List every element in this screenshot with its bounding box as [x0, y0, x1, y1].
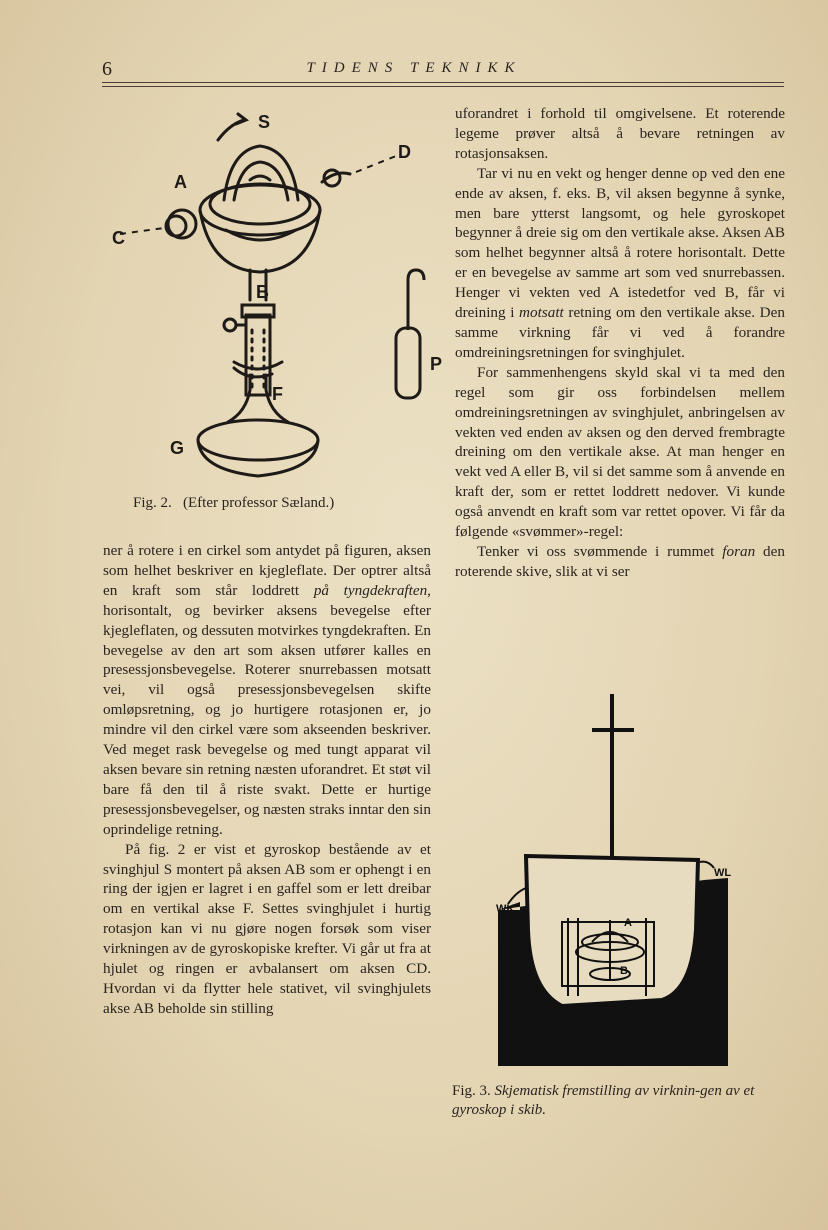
header-rule-double — [102, 86, 784, 87]
figure-2-label-p: P — [430, 354, 443, 374]
running-title: TIDENS TEKNIKK — [306, 60, 522, 76]
figure-2-caption: Fig. 2. (Efter professor Sæland.) — [133, 495, 335, 511]
right-paragraph-2: Tar vi nu en vekt og henger denne op ved den ene ende av aksen, f. eks. B, vil aksen begynne å synke, men bare ytterst langsomt, og hele gyroskopet begynner å dreie sig om den vertikale akse. Aksen AB som helhet begynner altså å rotere horisontalt. Dette er en bevegelse av samme art som ved snurrebassen. Henger vi vekten ved A istedetfor ved B, får vi dreining i motsatt retning om den vertikale akse. Den samme virkning får vi ved å forandre omdreiningsretningen for svinghjulet. — [455, 164, 785, 361]
figure-3-caption-text: Skjematisk fremstilling av virknin-gen av et gyroskop i skib. — [452, 1083, 755, 1118]
figure-3-label-wk: WK — [496, 903, 515, 915]
page-number: 6 — [102, 58, 112, 80]
figure-2-gyroscope-illustration — [100, 100, 443, 490]
figure-2-label-c: C — [112, 228, 125, 248]
figure-2-label-d: D — [398, 142, 411, 162]
header-rule — [102, 82, 784, 83]
figure-2-label-g: G — [170, 438, 185, 458]
figure-3-label-wl: WL — [714, 867, 732, 879]
right-paragraph-1: uforandret i forhold til omgivelsene. Et roterende legeme prøver altså å bevare retningen av rotasjonsaksen. — [455, 105, 785, 162]
figure-2-label-b: B — [256, 282, 269, 302]
left-column — [103, 541, 431, 1019]
figure-3-label-a: A — [624, 917, 632, 929]
figure-3-caption-prefix: Fig. 3. — [452, 1083, 491, 1099]
figure-2-label-a: A — [174, 172, 187, 192]
left-paragraph-2: På fig. 2 er vist et gyroskop bestående av et svinghjul S montert på aksen AB som er ophengt i en ring der igjen er lagret i en gaffel som er lett dreibar om en vertikal akse F. Settes svinghjulet i hurtig rotasjon kan vi nu gjøre nogen forsøk som viser virkningen av de gyroskopiske krefter. Vi går ut fra at hjulet og ringen er avbalansert om aksen CD. Hvordan vi da flytter hele stativet, vil svinghjulets akse AB beholde sin stilling — [103, 840, 431, 1017]
figure-2-label-s: S — [258, 112, 271, 132]
right-column — [455, 104, 785, 582]
figure-3-ship-gyroscope-diagram — [492, 690, 732, 1066]
figure-3-caption — [452, 1082, 792, 1120]
left-paragraph-1: ner å rotere i en cirkel som antydet på figuren, aksen som helhet beskriver en kjegleflate. Der optrer altså en kraft som står loddrett på tyngdekraften, horisontalt, og bevirker aksens bevegelse efter kjegleflaten, og dessuten motvirkes tyngdekraften. En bevegelse av den art som aksen utfører kalles en presessjonsbevegelse. Roterer snurrebassen motsatt vei, vil også presessjonsbevegelsen skifte omløpsretning, og jo hurtigere rotasjonen er, jo mindre vil den cirkel være som akseenden beskriver. Ved meget rask bevegelse og med tungt apparat vil aksen bevare sin retning næsten uforandret. Et støt vil bare få den til å riste svakt. Dette er hurtige presessjonsbevegelser, og næsten straks inntar den sin oprindelige retning. — [103, 542, 431, 838]
figure-2-label-f: F — [272, 384, 283, 404]
figure-3-label-b: B — [620, 965, 628, 977]
right-paragraph-4: Tenker vi oss svømmende i rummet foran den roterende skive, slik at vi ser — [455, 542, 785, 580]
right-paragraph-3: For sammenhengens skyld skal vi ta med den regel som gir oss forbindelsen mellem omdreiningsretningen av svinghjulet, anbringelsen av vekten ved enden av aksen og den derved frembragte dreining om den vertikale akse. At man henger en vekt ved A eller B, vil si det samme som å anvende en kraft der, som er rettet loddrett nedover. Vi kunde også anvendt en kraft som var rettet opover. Vi får da følgende «svømmer»-regel: — [455, 363, 785, 541]
